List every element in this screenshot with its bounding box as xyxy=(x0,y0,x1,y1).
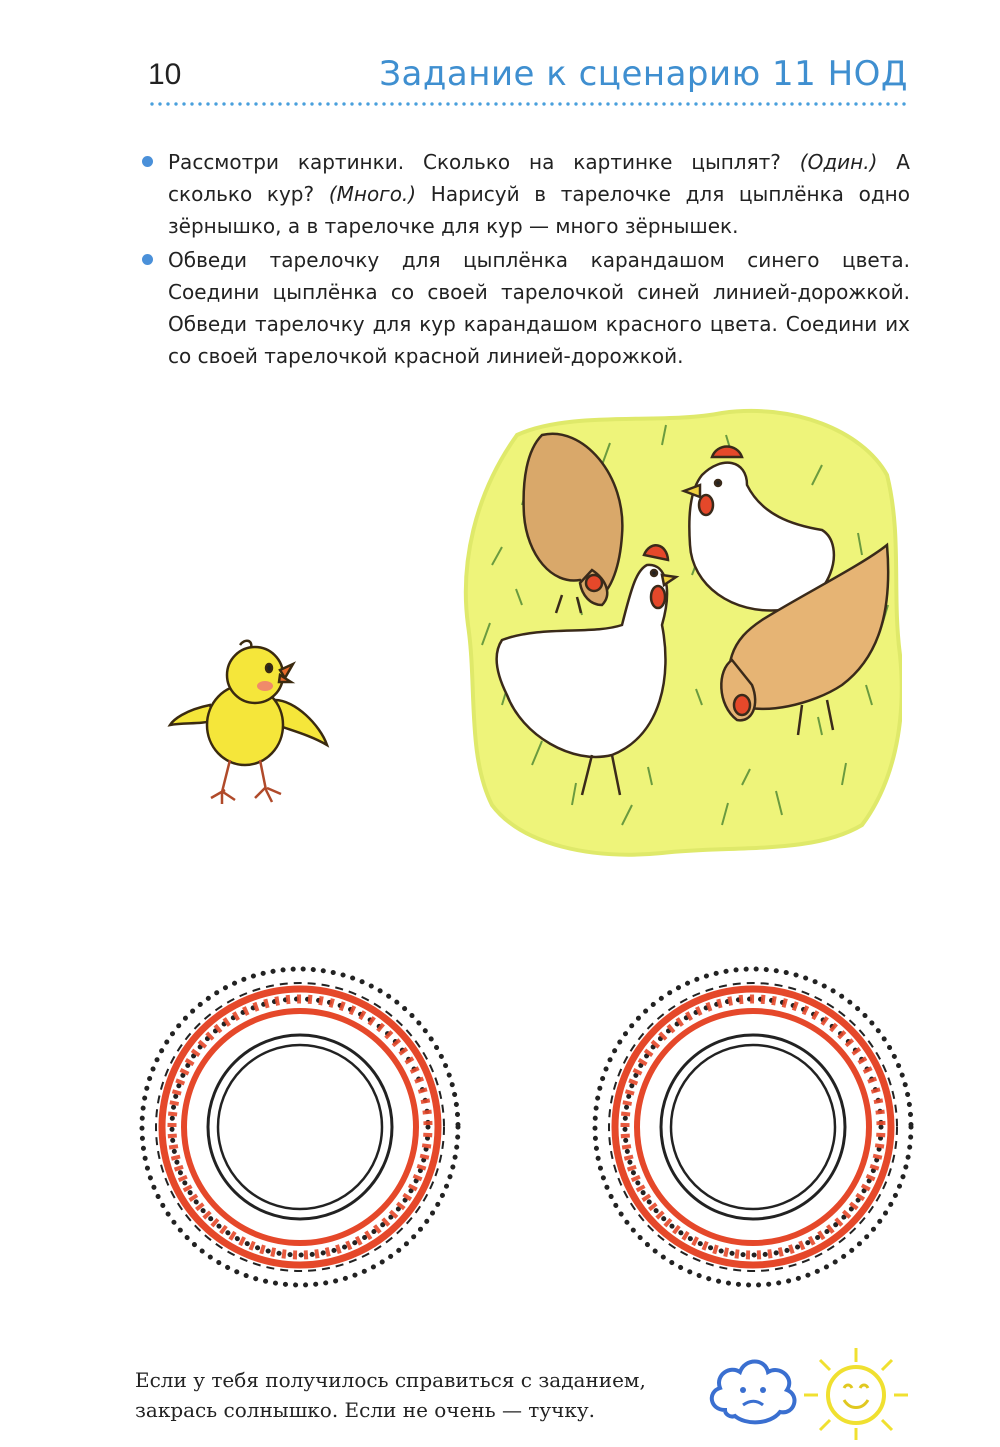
footer-line-2: закрась солнышко. Если не очень — тучку. xyxy=(135,1398,595,1422)
instruction-item xyxy=(140,146,910,242)
header-divider xyxy=(148,102,910,106)
plate-icon-right xyxy=(588,962,918,1292)
page-number: 10 xyxy=(148,58,182,91)
sad-cloud-icon[interactable] xyxy=(705,1350,800,1430)
instruction-item xyxy=(140,244,910,372)
instruction-text-2: Обведи тарелочку для цыплёнка карандашом синего цвета. Соедини цыплёнка со своей тарелочкой синей линией-дорожкой. Обведи тарелочку для кур карандашом красного цвета. Соедини их со своей тарелочкой красной линией-дорожкой. xyxy=(168,248,910,368)
bullet-icon xyxy=(142,156,153,167)
page-title: Задание к сценарию 11 НОД xyxy=(379,54,908,94)
answer-hint-many: (Много.) xyxy=(328,182,417,206)
instruction-text-1b: А сколько кур? xyxy=(168,150,910,206)
instruction-list xyxy=(140,146,910,374)
footer-line-1: Если у тебя получилось справиться с заданием, xyxy=(135,1368,646,1392)
self-assessment-text xyxy=(135,1365,695,1425)
plate-icon-left xyxy=(135,962,465,1292)
instruction-text-1c: Нарисуй в тарелочке для цыплёнка одно зёрнышко, а в тарелочке для кур — много зёрнышек. xyxy=(168,182,910,238)
hens-icon xyxy=(462,405,902,860)
instruction-text-1a: Рассмотри картинки. Сколько на картинке цыплят? xyxy=(168,150,800,174)
chick-icon xyxy=(165,630,335,810)
answer-hint-one: (Один.) xyxy=(799,150,878,174)
bullet-icon xyxy=(142,254,153,265)
smiling-sun-icon[interactable] xyxy=(800,1340,912,1445)
